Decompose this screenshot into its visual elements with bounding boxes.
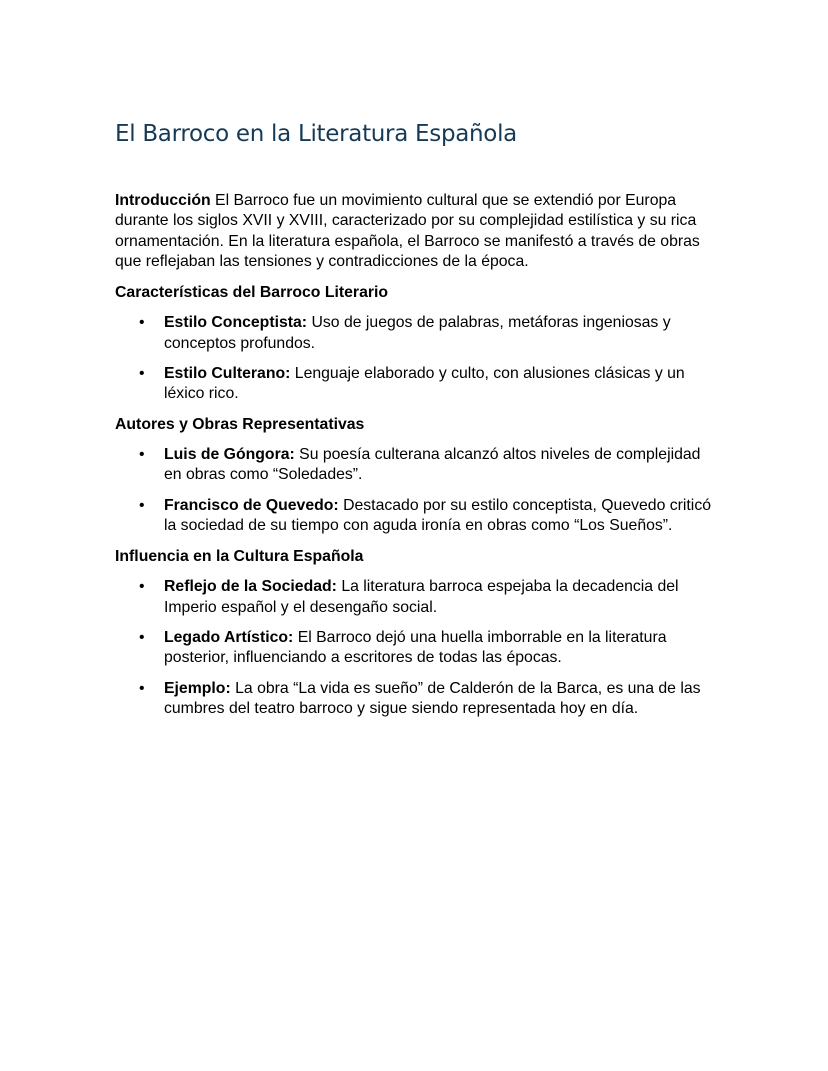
bullet-list-autores — [115, 445, 715, 536]
item-term: Francisco de Quevedo: — [164, 496, 339, 514]
item-text: La literatura barroca espejaba la decadencia del Imperio español y el desengaño social. — [164, 578, 679, 616]
item-text: La obra “La vida es sueño” de Calderón de la Barca, es una de las cumbres del teatro barroco y sigue siendo representada hoy en día. — [164, 679, 701, 717]
list-item — [115, 445, 715, 486]
intro-text: El Barroco fue un movimiento cultural que se extendió por Europa durante los siglos XVII y XVIII, caracterizado por su complejidad estilística y su rica ornamentación. En la literatura española, el Barroco se manifestó a través de obras que reflejaban las tensiones y contradicciones de la época. — [115, 192, 700, 270]
list-item — [115, 313, 715, 354]
bullet-icon: • — [139, 629, 145, 647]
item-text: Lenguaje elaborado y culto, con alusiones clásicas y un léxico rico. — [164, 365, 685, 403]
bullet-icon: • — [139, 365, 145, 383]
item-term: Estilo Conceptista: — [164, 314, 308, 332]
item-term: Legado Artístico: — [164, 629, 294, 647]
item-text: El Barroco dejó una huella imborrable en la literatura posterior, influenciando a escritores de todas las épocas. — [164, 629, 667, 667]
item-text: Uso de juegos de palabras, metáforas ingeniosas y conceptos profundos. — [164, 314, 671, 352]
section-heading-caracteristicas: Características del Barroco Literario — [115, 284, 389, 302]
list-item — [115, 364, 715, 405]
document-body — [115, 191, 715, 719]
bullet-icon: • — [139, 445, 145, 463]
item-text: Destacado por su estilo conceptista, Quevedo criticó la sociedad de su tiempo con aguda ironía en obras como “Los Sueños”. — [164, 496, 712, 534]
bullet-icon: • — [139, 578, 145, 596]
item-term: Reflejo de la Sociedad: — [164, 578, 337, 596]
intro-paragraph — [115, 191, 715, 272]
item-term: Estilo Culterano: — [164, 365, 291, 383]
intro-label: Introducción — [115, 192, 211, 209]
list-item — [115, 577, 715, 618]
bullet-icon: • — [139, 496, 145, 514]
list-item — [115, 628, 715, 669]
bullet-icon: • — [139, 314, 145, 332]
bullet-list-caracteristicas — [115, 313, 715, 404]
item-text: Su poesía culterana alcanzó altos niveles de complejidad en obras como “Soledades”. — [164, 445, 701, 484]
section-heading-influencia: Influencia en la Cultura Española — [115, 548, 364, 566]
bullet-icon: • — [139, 679, 145, 697]
item-term: Ejemplo: — [164, 679, 231, 697]
list-item — [115, 496, 715, 537]
bullet-list-influencia — [115, 577, 715, 719]
section-heading-autores: Autores y Obras Representativas — [115, 415, 365, 433]
item-term: Luis de Góngora: — [164, 445, 295, 463]
list-item — [115, 679, 715, 720]
document-title: El Barroco en la Literatura Española — [115, 121, 517, 147]
